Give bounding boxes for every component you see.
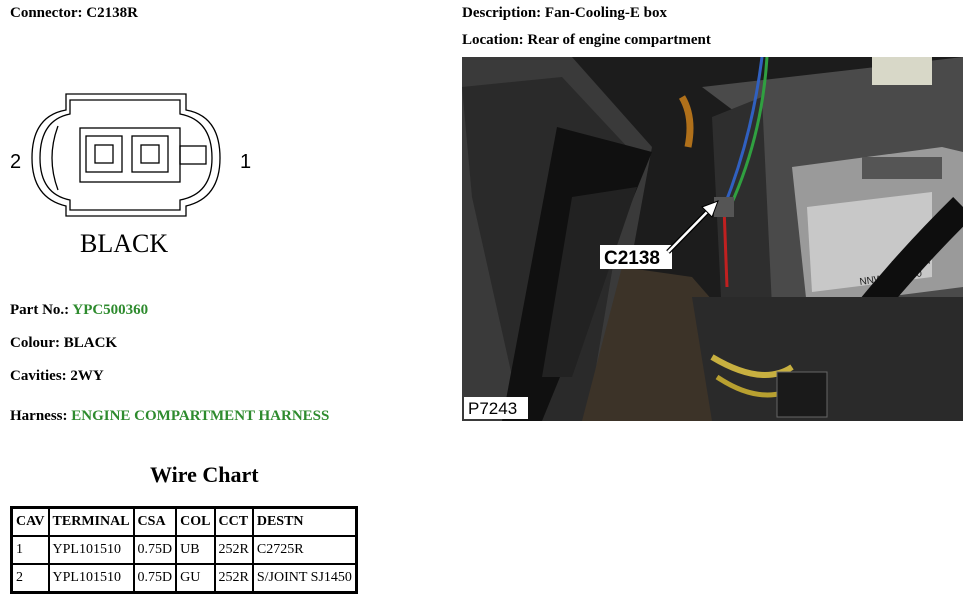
- description-line: [462, 5, 667, 22]
- harness-label: Harness:: [10, 408, 68, 424]
- description-value: Fan-Cooling-E box: [544, 5, 668, 21]
- cell-destn: S/JOINT SJ1450: [253, 564, 357, 593]
- part-no-line: [10, 302, 148, 319]
- location-line: [462, 32, 711, 49]
- cell-col: GU: [176, 564, 214, 593]
- col-header-csa: CSA: [134, 508, 177, 537]
- cell-cct: 252R: [215, 564, 253, 593]
- module-text-brand: BOSCH: [890, 254, 932, 272]
- table-row: [12, 564, 357, 593]
- cavities-label: Cavities:: [10, 368, 67, 384]
- location-photo-illustration: [462, 57, 963, 421]
- wire-chart-title: Wire Chart: [150, 462, 259, 487]
- col-header-destn: DESTN: [253, 508, 357, 537]
- harness-link[interactable]: ENGINE COMPARTMENT HARNESS: [71, 408, 330, 424]
- part-no-link[interactable]: YPC500360: [72, 302, 149, 318]
- cell-terminal: YPL101510: [49, 536, 134, 564]
- description-label: Description:: [462, 5, 542, 21]
- colour-label: Colour:: [10, 335, 60, 351]
- connector-line: [10, 5, 138, 22]
- location-value: Rear of engine compartment: [527, 32, 711, 48]
- cell-cav: 2: [12, 564, 49, 593]
- col-header-col: COL: [176, 508, 214, 537]
- location-photo: [462, 57, 963, 421]
- col-header-cct: CCT: [215, 508, 253, 537]
- cell-csa: 0.75D: [134, 536, 177, 564]
- pin-right-number: 1: [240, 151, 252, 173]
- colour-value: BLACK: [63, 335, 118, 351]
- cell-cav: 1: [12, 536, 49, 564]
- wire-chart-table: [10, 506, 358, 594]
- module-text-part: NNW 502 640: [858, 268, 923, 288]
- colour-line: [10, 335, 117, 352]
- cell-destn: C2725R: [253, 536, 357, 564]
- pin-left-number: 2: [10, 151, 22, 173]
- cell-csa: 0.75D: [134, 564, 177, 593]
- photo-reference-label: P7243: [468, 399, 518, 418]
- harness-line: [10, 408, 329, 425]
- cell-col: UB: [176, 536, 214, 564]
- part-no-label: Part No.:: [10, 302, 70, 318]
- cavities-value: 2WY: [70, 368, 104, 384]
- connector-label: Connector:: [10, 5, 83, 21]
- connector-value: C2138R: [86, 5, 138, 21]
- location-label: Location:: [462, 32, 524, 48]
- cell-terminal: YPL101510: [49, 564, 134, 593]
- connector-face-diagram: [8, 86, 268, 266]
- cell-cct: 252R: [215, 536, 253, 564]
- cavities-line: [10, 368, 104, 385]
- wire-chart-header-row: [12, 508, 357, 537]
- table-row: [12, 536, 357, 564]
- diagram-color-text: BLACK: [80, 229, 169, 258]
- col-header-cav: CAV: [12, 508, 49, 537]
- col-header-terminal: TERMINAL: [49, 508, 134, 537]
- photo-callout-label: C2138: [604, 248, 660, 269]
